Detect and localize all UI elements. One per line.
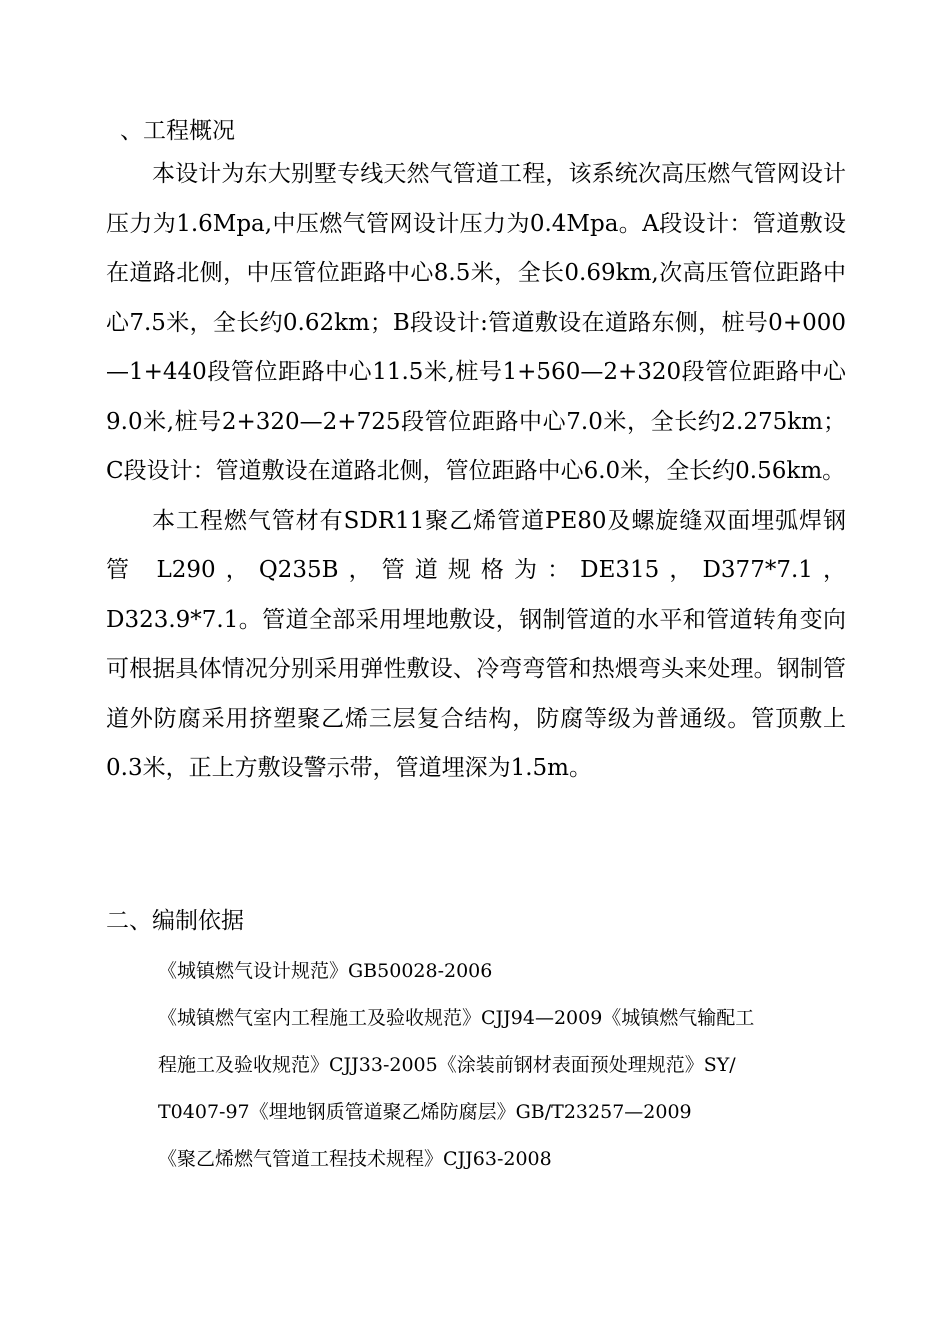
reference-line: 程施工及验收规范》CJJ33-2005《涂装前钢材表面预处理规范》SY/ (158, 1054, 736, 1076)
reference-line: 《聚乙烯燃气管道工程技术规程》CJJ63-2008 (158, 1148, 552, 1170)
overview-paragraph-2: 本工程燃气管材有SDR11聚乙烯管道PE80及螺旋缝双面埋弧焊钢管 L290，Q235B，管道规格为：DE315，D377*7.1，D323.9*7.1。管道全部采用埋地敷设，钢制管道的水平和管道转角变向可根据具体情况分别采用弹性敷设、冷弯弯管和热煨弯头来处理。钢制管道外防腐采用挤塑聚乙烯三层复合结构，防腐等级为普通级。管顶敷上0.3米，正上方敷设警示带，管道埋深为1.5m。 (106, 507, 846, 781)
overview-body (106, 150, 846, 794)
section-heading-basis: 二、编制依据 (106, 908, 244, 934)
reference-line: 《城镇燃气设计规范》GB50028-2006 (158, 960, 493, 982)
reference-line: 《城镇燃气室内工程施工及验收规范》CJJ94—2009《城镇燃气输配工 (158, 1007, 755, 1029)
reference-line: T0407-97《埋地钢质管道聚乙烯防腐层》GB/T23257—2009 (158, 1101, 692, 1123)
section-heading-overview: 、工程概况 (120, 118, 235, 144)
reference-list (158, 948, 846, 1183)
overview-paragraph-1: 本设计为东大别墅专线天然气管道工程，该系统次高压燃气管网设计压力为1.6Mpa,中压燃气管网设计压力为0.4Mpa。A段设计：管道敷设在道路北侧，中压管位距路中心8.5米，全长0.69km,次高压管位距路中心7.5米，全长约0.62km；B段设计:管道敷设在道路东侧，桩号0+000—1+440段管位距路中心11.5米,桩号1+560—2+320段管位距路中心9.0米,桩号2+320—2+725段管位距路中心7.0米，全长约2.275km；C段设计：管道敷设在道路北侧，管位距路中心6.0米，全长约0.56km。 (106, 161, 846, 484)
